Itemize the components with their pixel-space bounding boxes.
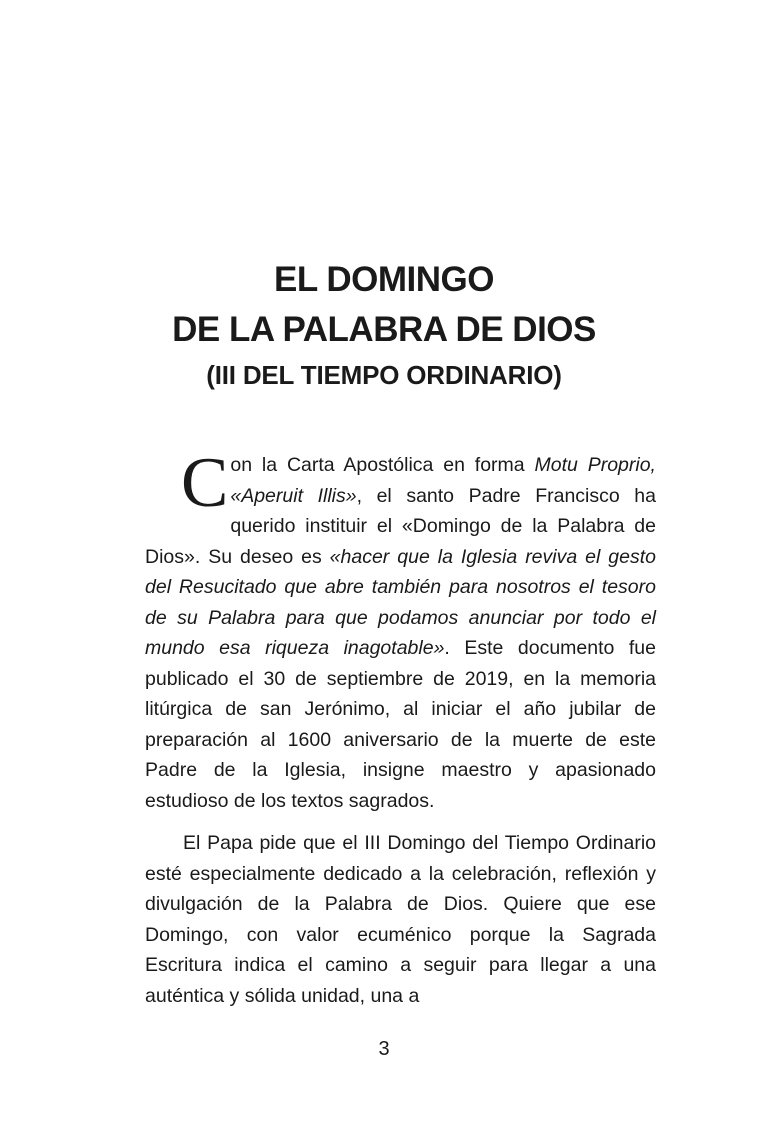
chapter-title: [0, 255, 768, 395]
paragraph-1-text-c: . Este documento fue publicado el 30 de septiembre de 2019, en la memoria litúrgica de san Jerónimo, al iniciar el año jubilar de preparación al 1600 aniversario de la muerte de este Padre de la Iglesia, insigne maestro y apasionado estudioso de los textos sagrados.: [145, 637, 656, 812]
drop-cap: C: [181, 444, 229, 522]
title-line-2: DE LA PALABRA DE DIOS: [172, 310, 596, 349]
paragraph-1: [145, 444, 656, 816]
chapter-subtitle: (III DEL TIEMPO ORDINARIO): [206, 360, 562, 390]
title-line-1: EL DOMINGO: [274, 260, 494, 299]
paragraph-1-italic-quote: «hacer que la Iglesia reviva el gesto del Resucitado que abre también para nosotros el tesoro de su Palabra para que podamos anunciar por todo el mundo esa riqueza inagotable»: [145, 545, 656, 659]
paragraph-1-text-b: , el santo Padre Francisco ha querido instituir el «Domingo de la Palabra de Dios». Su deseo es: [145, 484, 656, 568]
paragraph-1-italic-a: Motu Proprio, «Aperuit Illis»: [230, 454, 656, 507]
paragraph-2: El Papa pide que el III Domingo del Tiempo Ordinario esté especialmente dedicado a la celebración, reflexión y divulgación de la Palabra de Dios. Quiere que ese Domingo, con valor ecuménico porque la Sagrada Escritura indica el camino a seguir para llegar a una auténtica y sólida unidad, una a: [145, 832, 656, 1007]
page-number: 3: [378, 1038, 390, 1060]
paragraph-1-text-a: on la Carta Apostólica en forma: [230, 454, 535, 476]
body-text: [145, 444, 656, 1011]
